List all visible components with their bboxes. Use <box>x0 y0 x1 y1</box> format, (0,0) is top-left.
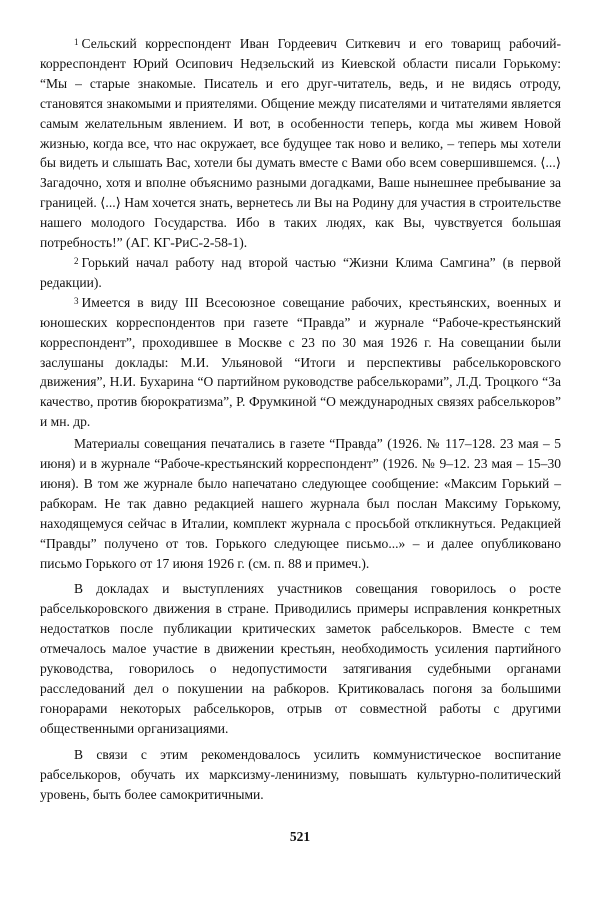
footnote-marker: 2 <box>74 255 79 266</box>
footnote-text: Горький начал работу над второй частью “Жизни Клима Самгина” (в первой редакции). <box>40 254 561 290</box>
footnote-2 <box>40 253 561 293</box>
body-paragraph: Материалы совещания печатались в газете “Правда” (1926. № 117–128. 23 мая – 5 июня) и в журнале “Рабоче-крестьянский корреспондент” (1926. № 9–12. 23 мая – 15–30 июня). В том же журнале было напечатано следующее сообщение: «Максим Горький – рабкорам. Не так давно редакцией нашего журнала был послан Максиму Горькому, находящемуся сейчас в Италии, комплект журнала с просьбой откликнуться. Редакцией “Правды” получено от тов. Горького следующее письмо...» – и далее опубликовано письмо Горького от 17 июня 1926 г. (см. п. 88 и примеч.). <box>40 436 561 571</box>
footnote-1 <box>40 34 561 253</box>
body-paragraph: В связи с этим рекомендовалось усилить коммунистическое воспитание рабселькоров, обучать их марксизму-ленинизму, повышать культурно-политический уровень, быть более самокритичными. <box>40 746 561 802</box>
footnote-marker: 1 <box>74 37 79 47</box>
page-content <box>40 34 561 804</box>
footnote-text: Сельский корреспондент Иван Гордеевич Ситкевич и его товарищ рабочий-корреспондент Юрий Осипович Недзельский из Киевской области писали Горькому: “Мы – старые знакомые. Писатель и его друг-читатель, ведь, и не видясь отроду, становятся знакомыми и приятелями. Общение между писателями и читателями является самым желательным явлением. И вот, в особенности теперь, когда мы живем Новой жизнью, когда все, что нас окружает, все будущее так ново и велико, – теперь мы хотели бы видеть и слышать Вас, хотели бы думать вместе с Вами обо всем совершившемся. ⟨...⟩ Загадочно, хотя и вполне объяснимо разными догадками, Ваше нынешнее пребывание за границей. ⟨...⟩ Нам хочется знать, вернетесь ли Вы на Родину для участия в строительстве нашего молодого Государства. Ибо в таких людях, как Вы, чувствуется большая потребность!” (АГ. КГ-РиС-2-58-1). <box>40 36 561 251</box>
footnote-marker: 3 <box>74 295 79 306</box>
body-paragraph: В докладах и выступлениях участников совещания говорилось о росте рабселькоровского движения в стране. Приводились примеры исправления конкретных недостатков после публикации критических заметок рабселькоров. Вместе с тем отмечалось малое участие в движении крестьян, необходимость усиления партийного руководства, говорилось о недопустимости затягивания судебными органами расследований дел о покушении на рабкоров. Критиковалась погоня за большими гонорарами некоторых рабселькоров, отрыв от совместной работы с другими общественными организациями. <box>40 581 561 736</box>
page-number: 521 <box>289 829 311 844</box>
footnote-3 <box>40 293 561 432</box>
footnote-text: Имеется в виду III Всесоюзное совещание рабочих, крестьянских, военных и юношеских корреспондентов при газете “Правда” и журнале “Рабоче-крестьянский корреспондент”, проходившее в Москве с 23 по 30 мая 1926 г. На совещании были заслушаны доклады: М.И. Ульяновой “Итоги и перспективы рабселькоровского движения”, Н.И. Бухарина “О партийном руководстве рабселькорами”, Л.Д. Троцкого “За качество, против бюрократизма”, Р. Фрумкиной “О международных связях рабселькоров” и мн. др. <box>40 294 561 430</box>
